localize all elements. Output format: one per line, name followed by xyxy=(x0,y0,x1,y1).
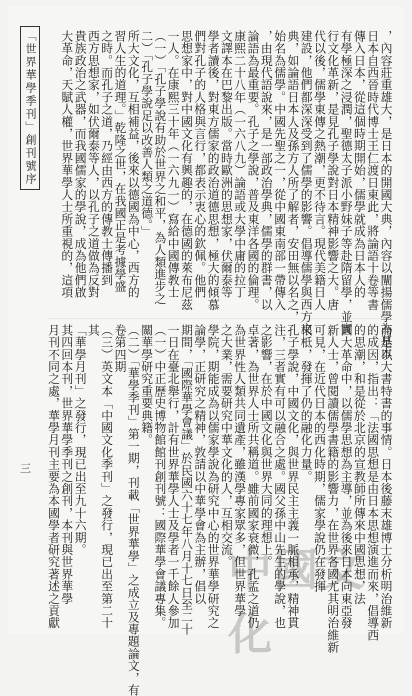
text-column: 學者讀後，對東方儒家的政治道德思想，極大的傾慕 xyxy=(206,30,221,311)
text-column: 之影響，在於中國文化與世界大同的理想上。 xyxy=(259,324,274,568)
text-column: 可見，在近代日本的西化時期，儒家學說仍在發揮 xyxy=(312,324,327,593)
text-column: 之時。而孔子之道，乃經由西方的傳教士傳播到 xyxy=(99,30,114,287)
text-column: 月刊不同之處，華學月刊主要為本國學者研究著述之貢獻 xyxy=(46,324,61,629)
text-column: 學院，期能成為以儒家學說為研究中心的世界華學研究之 xyxy=(206,324,221,629)
text-column: 建設，他們都深深受到了儒學的影響。倡導儒學與西方文 xyxy=(299,30,314,335)
text-column: 貴族政治之武器，而我國儒家的學說，成為他們啟 xyxy=(73,30,88,299)
text-column: （二）「華學季刊」第一期，刊載「世界華學」之成立及專題論文，有 xyxy=(126,324,141,696)
text-column: 關華學研究重要典籍。 xyxy=(139,324,154,446)
text-column: 代以後，儒學東傳之熱潮，更不待言。現代美籍日人 xyxy=(312,30,327,311)
text-column: 大革命，天賦人權，世界華學人士所重視的，這項 xyxy=(59,30,74,299)
text-column: 傳入日本，從這個時期開始，儒學就成為日本人的 xyxy=(352,30,367,299)
text-column: 孔子學說，中國文化，與世界民主主義一脈相承，精神貫 xyxy=(285,324,300,629)
text-column: 之大業，需要研究中華文化的人，互相交流。 xyxy=(219,324,234,568)
text-column: 始名為儒學。中國先聖之一，從中國東南部一帶傳入 xyxy=(272,30,287,311)
text-column: ，由現代語說來，是一部政治學典，儒學的群書，以 xyxy=(259,30,274,311)
text-column: 卷第四期 xyxy=(113,324,127,373)
text-column: 為世界性人類共同遺產，雖漢學專家眾多，但世界華學 xyxy=(232,324,247,617)
text-column: 的思潮，和是從於北京的宣教師所傳來中國思想，法 xyxy=(352,324,367,605)
page-number: 三 xyxy=(20,462,31,475)
text-column: （一）「孔子學說有助於世界之和平，為人類進步之 xyxy=(152,30,167,305)
text-column: 一人。在康熙三十年（一六九一）寫給中國傳教士 xyxy=(166,30,181,299)
text-column: 們對孔子的人格與言行，都表示衷心的欽佩。他們 xyxy=(192,30,207,299)
text-column: （三）英文本「中國文化季刊」之發行，現已出至第二十 xyxy=(99,324,114,629)
text-column: ，內容莊重雄大，是日本的開國大典，內容以闡揚儒學為基本 xyxy=(379,30,393,360)
text-column: 期間，「國際華學會議」於民國六十七年八月十七日至二十 xyxy=(179,324,194,636)
text-column: 根柢，發揮了仍的融化力量。 xyxy=(299,324,314,483)
text-column: 思想家中，對中國文化有興趣的，在德國的萊布尼茲 xyxy=(179,30,194,311)
text-column: 新人士，曾閱讀儒學書籍的影響力，在世界各國尤其明治維新 xyxy=(325,324,340,654)
text-column: 文譯本在巴黎出版。當時歐洲的思想家，伏爾泰等 xyxy=(219,30,234,299)
running-header-label: 「世界華學季刊」創刊號序 xyxy=(20,26,40,190)
text-column: 習人生的道理。」乾隆之世，在我國正是考據學盛 xyxy=(113,30,127,293)
text-column: 的成因，指出：「法國思想是由日本思想演進而來，倡導西 xyxy=(365,324,380,642)
text-column: 論語為最重要。孔子之學說，普及東洋各國的倫理。 xyxy=(246,30,260,311)
watermark-stamp: 中國文化 xyxy=(228,545,366,660)
text-column: 典，如論語日本人及孫方人所了解者，安田無以名之， xyxy=(285,30,300,323)
text-column: 注，三者實有可以融合之處。國父孫中山先生的學說，也 xyxy=(272,324,287,629)
text-column: 行文化革新，是見孔子學說對日本精神影響之大。唐 xyxy=(325,30,340,311)
text-column: 有學極深之浸潤，聖德太子派小野妹子等赴隋留學，並實 xyxy=(339,30,354,335)
text-column: 而足以大書特書的事情。日本後藤末雄博士分析明治維新 xyxy=(379,324,393,629)
text-column: 日本自西晉時代博士王仁渡日東此，將論語十卷等書 xyxy=(365,30,380,311)
text-column: 康熙二十八年（一六八九）論語或大學中庸的拉丁 xyxy=(232,30,247,299)
text-column: 其四回本刊，世界華學季刊之創刊，本刊與世界華學 xyxy=(59,324,74,605)
text-column: 一日在臺北舉行，計有世界華學人士及學者一千餘人參加 xyxy=(166,324,181,629)
text-column: 西方思想家，如伏爾泰等人，以孔子之道做為反對 xyxy=(86,30,101,299)
text-column: 二）「孔子學說足以改善人類之道德。」 xyxy=(139,30,154,238)
text-column: 卓著，為世界人士所共稱道。雖前國家衰微，孔孟之道仍 xyxy=(246,324,260,629)
text-column: 國大革命中，以儒學思想為主導，並為後來日本向東亞發 xyxy=(339,324,354,629)
document-page xyxy=(8,6,404,696)
text-column: 所大文化，互相補益，後來以德國為中心，西方的 xyxy=(126,30,141,299)
text-column: 論學，正研究之精神，敦請以中華學會為主辦，倡以 xyxy=(192,324,207,605)
text-column: （一）中正歷史博物館館刊創刊號：國際華學會議專集。 xyxy=(152,324,167,629)
text-column: 其 xyxy=(86,324,101,337)
text-column: 「華學月刊」之發行，現已出至九十六期。 xyxy=(73,324,88,556)
